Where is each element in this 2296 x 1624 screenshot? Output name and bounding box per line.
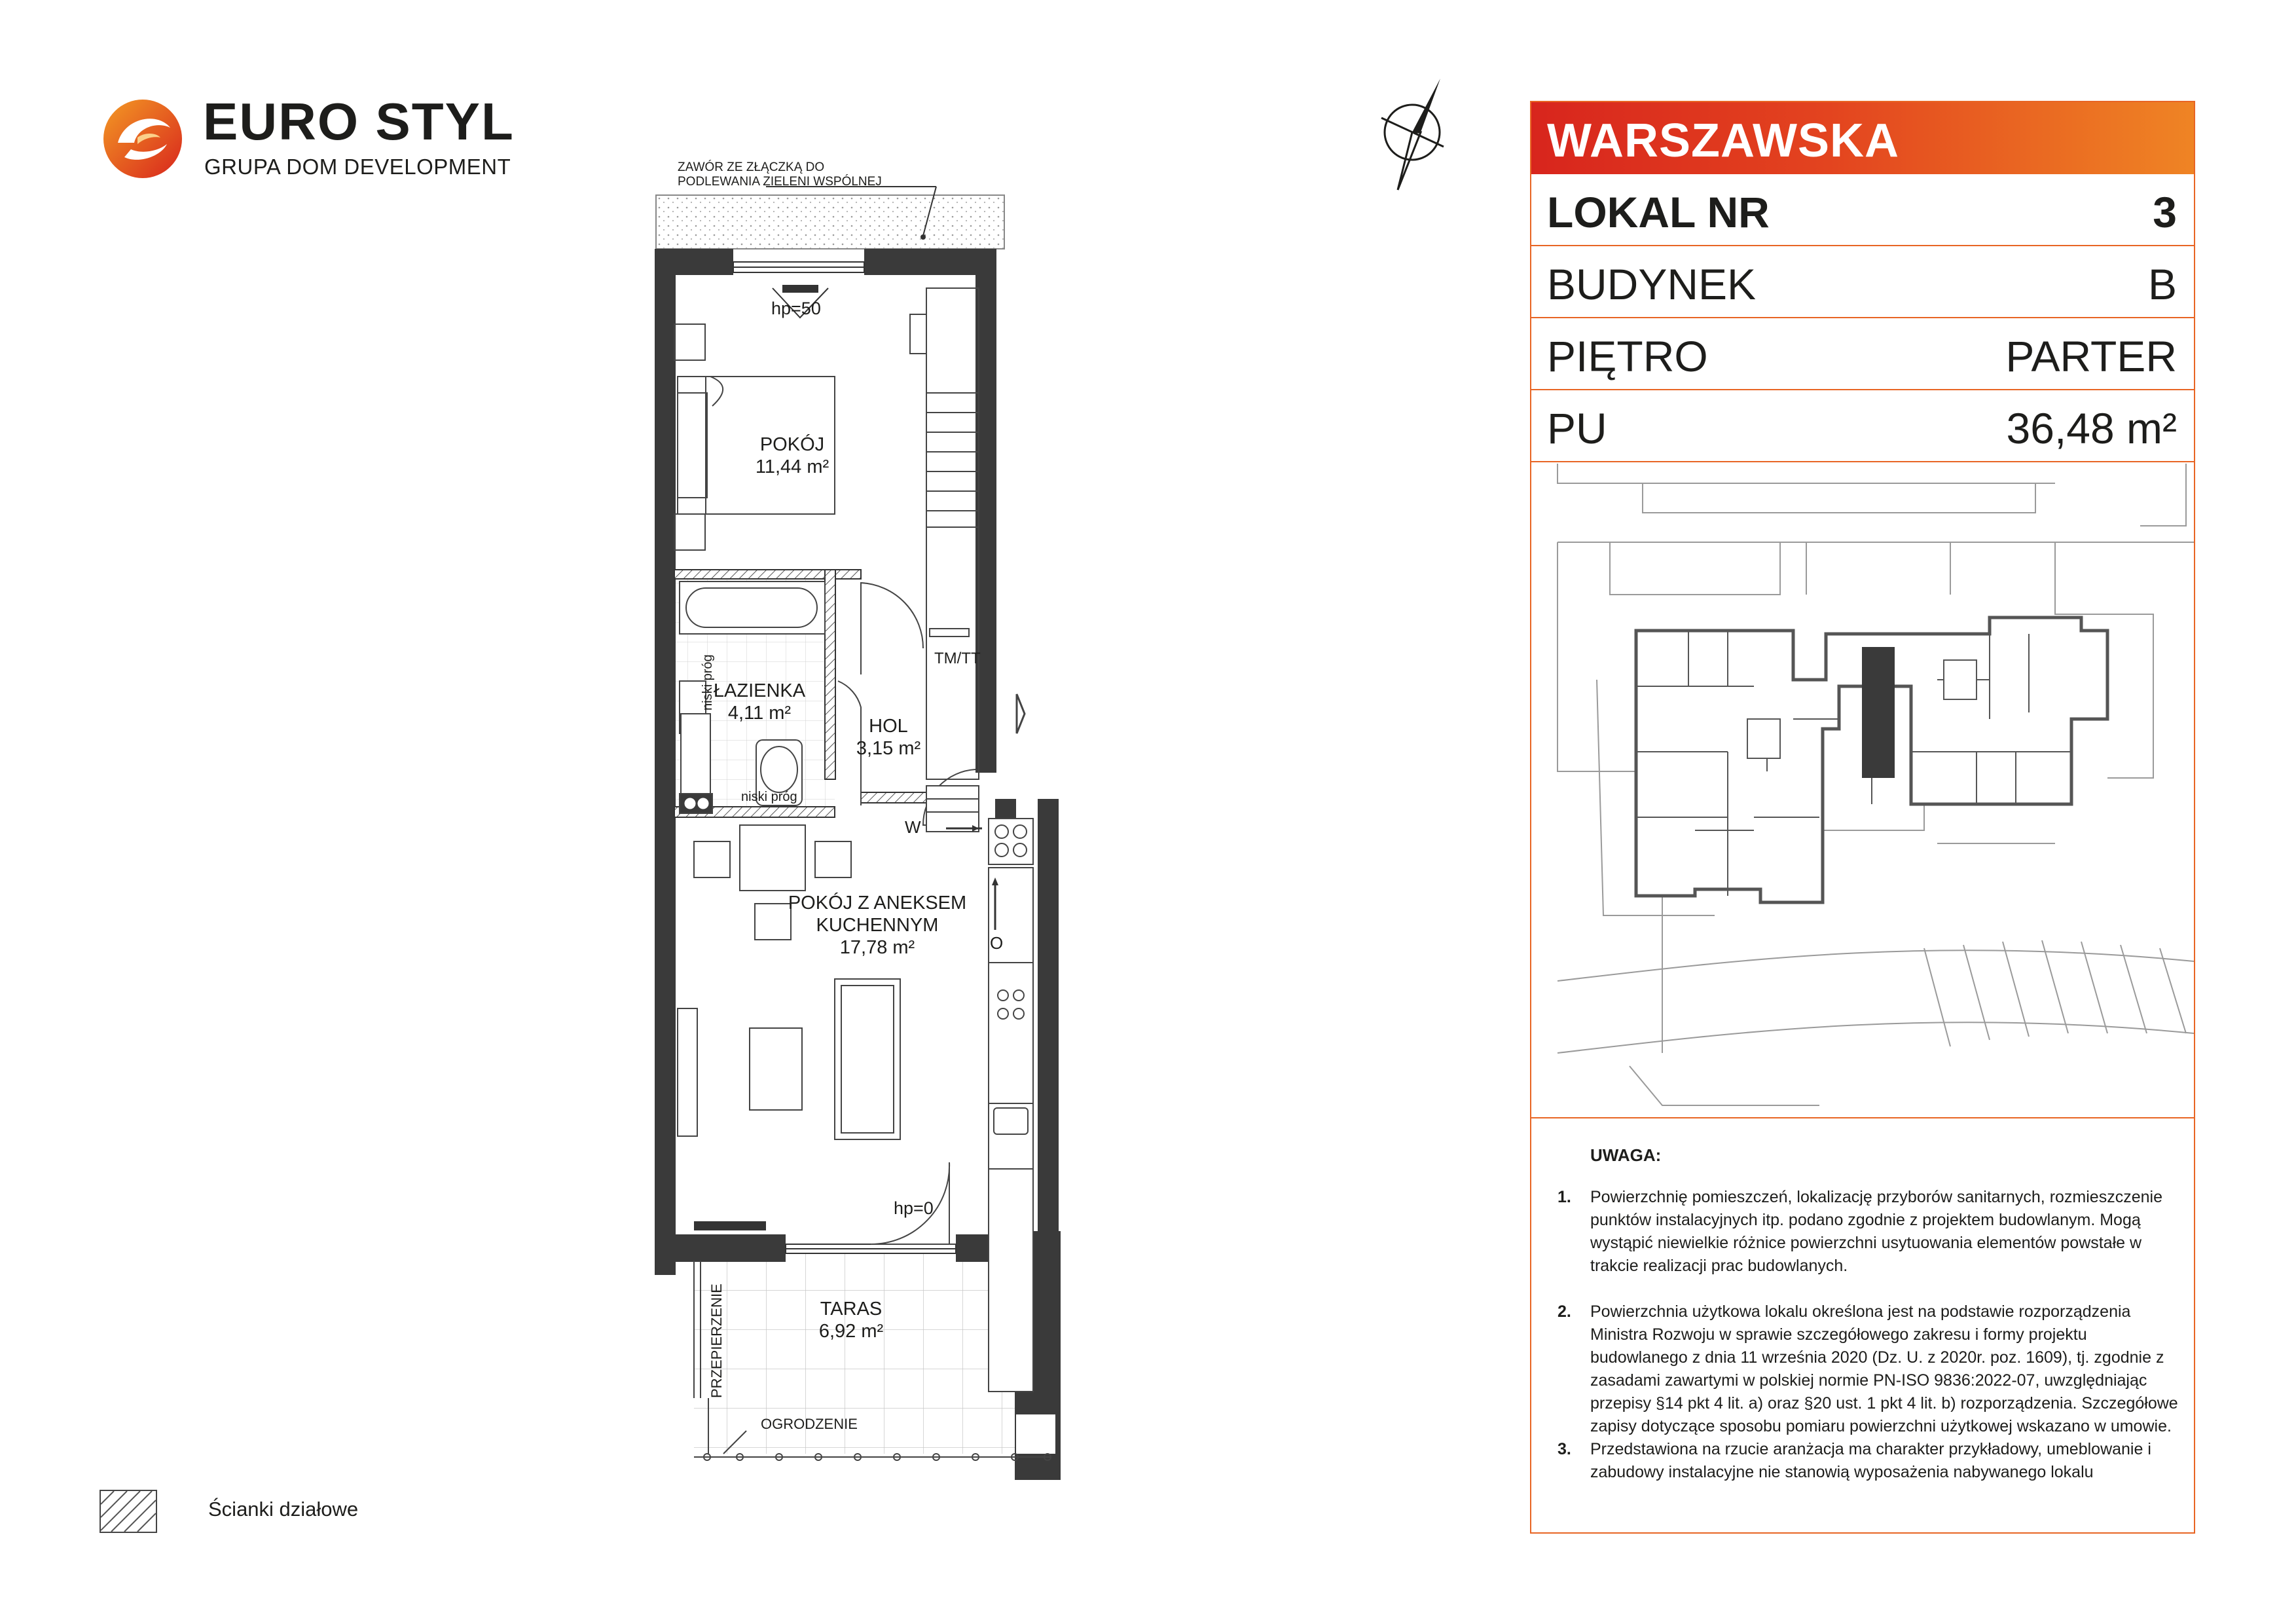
notes-title: UWAGA: (1590, 1145, 1662, 1165)
row-label: BUDYNEK (1547, 260, 1757, 308)
tmtt-label: TM/TT (934, 650, 981, 667)
legend-label: Ścianki działowe (208, 1498, 359, 1521)
room-label-living-kitchen (779, 892, 975, 959)
brand-subtitle: GRUPA DOM DEVELOPMENT (204, 155, 511, 179)
row-label: LOKAL NR (1547, 188, 1770, 236)
room-area: 17,78 m² (839, 937, 915, 958)
w-label: W (905, 817, 921, 837)
brand-name: EURO STYL (203, 92, 515, 151)
row-value: 36,48 m² (2006, 404, 2177, 452)
row-value: B (2147, 260, 2177, 308)
note-item (1558, 1301, 2179, 1438)
row-unit-number (1531, 174, 2194, 246)
room-label-terrace (805, 1298, 897, 1342)
room-name: POKÓJ (759, 434, 825, 455)
row-value: PARTER (2005, 332, 2177, 380)
row-area (1531, 390, 2194, 462)
legend-hatch-icon (100, 1490, 157, 1533)
low-threshold-label-2: niski próg (741, 790, 797, 804)
partition-label: PRZEPIERZENIE (708, 1283, 725, 1398)
room-area: 6,92 m² (818, 1321, 884, 1342)
note-text: Przedstawiona na rzucie aranżacja ma charakter przykładowy, umeblowanie i zabudowy instalacyjne nie stanowią wyposażenia nabywanego lokalu (1590, 1440, 2151, 1481)
room-name: HOL (869, 716, 908, 737)
floor-plan (648, 151, 1074, 1480)
room-area: 4,11 m² (727, 703, 792, 724)
o-label: O (990, 933, 1004, 953)
notes-section (1531, 1120, 2194, 1533)
valve-note-line-1: ZAWÓR ZE ZŁĄCZKĄ DO (678, 160, 825, 174)
note-text: Powierzchnia użytkowa lokalu określona jest na podstawie rozporządzenia Ministra Rozwoju w sprawie szczegółowego zakresu i formy projektu budowlanego z dnia 11 września 2020 (Dz. U. z 2020r. poz. 1609), tj. zgodnie z zasadami zawartymi w polskiej normie PN-ISO 9836:2022-07, uwzględniając przepisy §14 pkt 4 lit. a) oraz §20 ust. 1 pkt 4 lit. b) rozporządzenia. Szczegółowe zapisy dotyczące sposobu pomiaru powierzchni użytkowej wskazano w umowie. (1590, 1302, 2178, 1435)
row-value: 3 (2153, 188, 2177, 236)
note-number: 3. (1558, 1440, 1571, 1458)
brand-logo (98, 92, 515, 183)
note-item (1558, 1186, 2179, 1278)
note-number: 2. (1558, 1302, 1571, 1321)
row-building (1531, 246, 2194, 318)
note-text: Powierzchnię pomieszczeń, lokalizację przyborów sanitarnych, rozmieszczenie punktów instalacyjnych itp. podano zgodnie z projektem budowlanym. Mogą wystąpić niewielkie różnice powierzchni usytuowania elementów powstałe w trakcie realizacji prac budowlanych. (1590, 1188, 2162, 1275)
low-threshold-label-1: niski próg (701, 654, 715, 710)
room-label-bathroom (704, 680, 815, 724)
key-plan (1531, 464, 2194, 1118)
valve-note-line-2: PODLEWANIA ZIELENI WSPÓLNEJ (678, 175, 882, 189)
door-height-label: hp=0 (894, 1198, 934, 1218)
room-name-line-2: KUCHENNYM (816, 915, 939, 936)
fence-label: OGRODZENIE (761, 1416, 858, 1432)
row-floor (1531, 318, 2194, 390)
logo-flame-icon (98, 92, 190, 183)
room-name: TARAS (820, 1299, 883, 1320)
room-area: 11,44 m² (755, 456, 829, 477)
room-name: POKÓJ Z ANEKSEM (788, 893, 967, 913)
row-label: PU (1547, 404, 1607, 452)
note-number: 1. (1558, 1188, 1571, 1206)
room-label-hall (846, 715, 931, 760)
info-panel (1530, 101, 2195, 1534)
window-height-label: hp=50 (771, 299, 821, 318)
north-arrow-icon (1372, 79, 1470, 196)
row-label: PIĘTRO (1547, 332, 1708, 380)
project-name: WARSZAWSKA (1547, 115, 1899, 167)
project-header (1531, 102, 2194, 174)
room-area: 3,15 m² (856, 738, 921, 759)
note-item (1558, 1438, 2179, 1484)
valve-note (678, 160, 882, 189)
room-name: ŁAZIENKA (713, 680, 806, 701)
room-label-bedroom (727, 434, 858, 478)
